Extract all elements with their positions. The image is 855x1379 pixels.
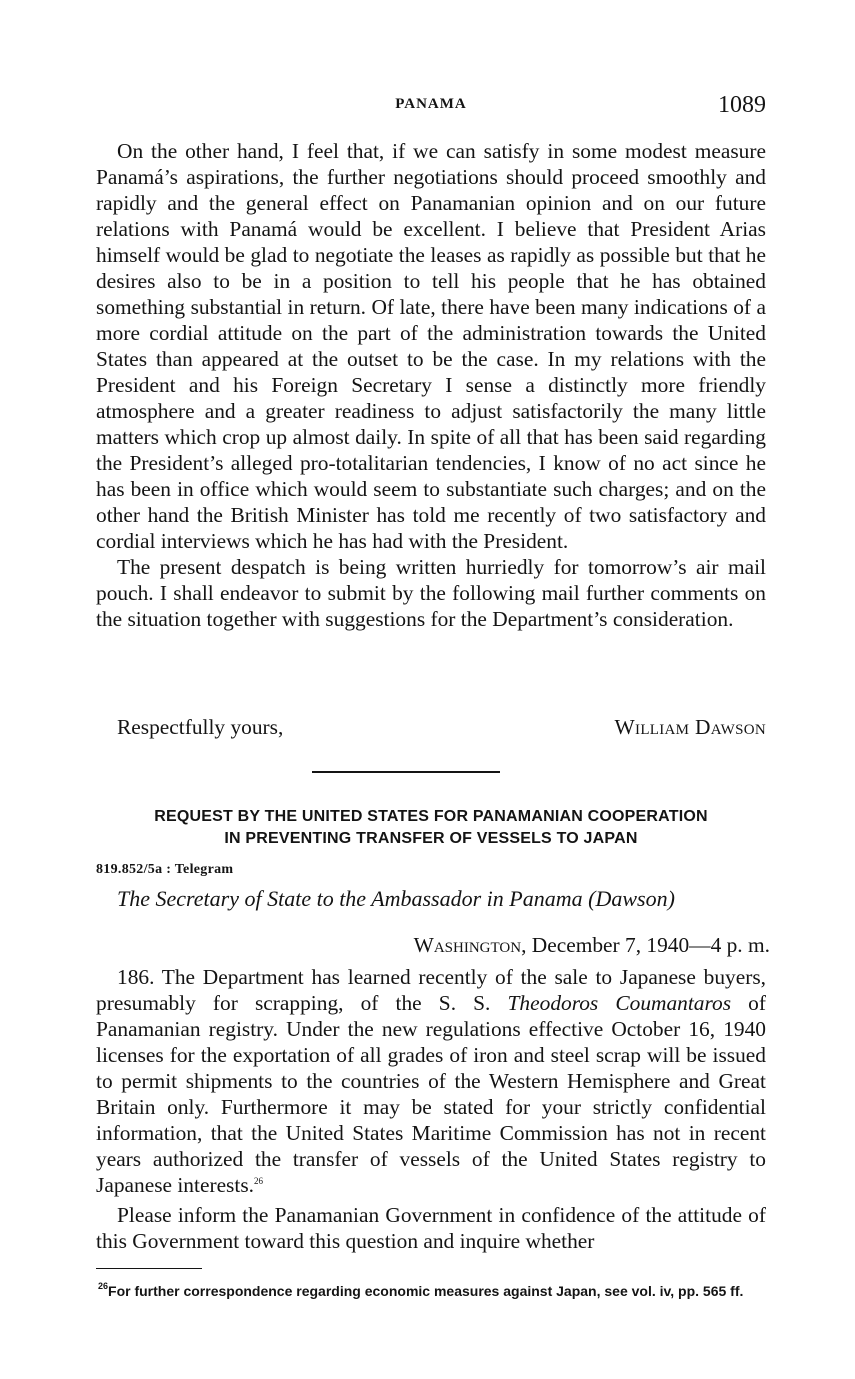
page-number: 1089 xyxy=(718,92,766,118)
letter-paragraph: The present despatch is being written hurriedly for tomorrow’s air mail pouch. I shall endeavor to submit by the following mail further comments on the situation together with suggestions for the Department’s consideration. xyxy=(96,555,766,631)
footnote-reference[interactable]: 26 xyxy=(254,1176,263,1186)
complimentary-close: Respectfully yours, xyxy=(117,715,284,739)
telegram-text: of Panamanian registry. Under the new regulations effective October 16, 1940 licenses for the exportation of all grades of iron and steel scrap will be issued to permit shipments to the countries of the Western Hemisphere and Great Britain only. Furthermore it may be stated for your strictly confidential information, that the United States Maritime Commission has not in recent years authorized the transfer of vessels of the United States registry to Japanese interests. xyxy=(96,991,766,1197)
footnote xyxy=(96,1282,766,1301)
file-reference: 819.852/5a : Telegram xyxy=(96,862,234,877)
running-head xyxy=(96,92,766,122)
section-divider xyxy=(312,771,500,773)
footnote-divider xyxy=(96,1268,202,1269)
letter-paragraph: On the other hand, I feel that, if we can satisfy in some modest measure Panamá’s aspirations, the further negotiations should proceed smoothly and rapidly and the general effect on Panamanian opinion and on our future relations with Panamá would be excellent. I believe that President Arias himself would be glad to negotiate the leases as rapidly as possible but that he desires also to be in a position to tell his people that he has obtained something substantial in return. Of late, there have been many indications of a more cordial attitude on the part of the administration towards the United States than appeared at the outset to be the case. In my relations with the President and his Foreign Secretary I sense a distinctly more friendly atmosphere and a greater readiness to adjust satisfactorily the many little matters which crop up almost daily. In spite of all that has been said regarding the President’s alleged pro-totalitarian tendencies, I know of no act since he has been in office which would seem to substantiate such charges; and on the other hand the British Minister has told me recently of two satisfactory and cordial interviews which he has had with the President. xyxy=(96,139,766,553)
telegram-body xyxy=(96,964,766,1254)
section-heading-line: REQUEST BY THE UNITED STATES FOR PANAMANIAN COOPERATION xyxy=(154,808,708,825)
dateline xyxy=(414,930,770,960)
footnote-marker: 26 xyxy=(98,1281,109,1291)
section-heading-line: IN PREVENTING TRANSFER OF VESSELS TO JAPAN xyxy=(224,830,638,847)
telegram-text: 186. The Department has learned recently of the sale to Japanese buyers, presumably for scrapping, of the S. S. xyxy=(96,965,766,1015)
footnote-text: For further correspondence regarding economic measures against Japan, see vol. iv, pp. 565 ff. xyxy=(108,1283,744,1299)
document-title: The Secretary of State to the Ambassador in Panama (Dawson) xyxy=(117,886,675,911)
section-heading xyxy=(96,806,766,850)
telegram-paragraph xyxy=(96,964,766,1198)
vessel-name: Theodoros Coumantaros xyxy=(507,991,732,1015)
telegram-paragraph: Please inform the Panamanian Government in confidence of the attitude of this Government toward this question and inquire whether xyxy=(96,1203,766,1253)
running-title: PANAMA xyxy=(395,96,467,112)
letter-closing xyxy=(96,714,766,740)
dateline-date: December 7, 1940—4 p. m. xyxy=(531,933,770,957)
signature: William Dawson xyxy=(614,715,766,739)
dateline-place: Washington, xyxy=(413,933,527,957)
letter-body xyxy=(96,138,766,632)
